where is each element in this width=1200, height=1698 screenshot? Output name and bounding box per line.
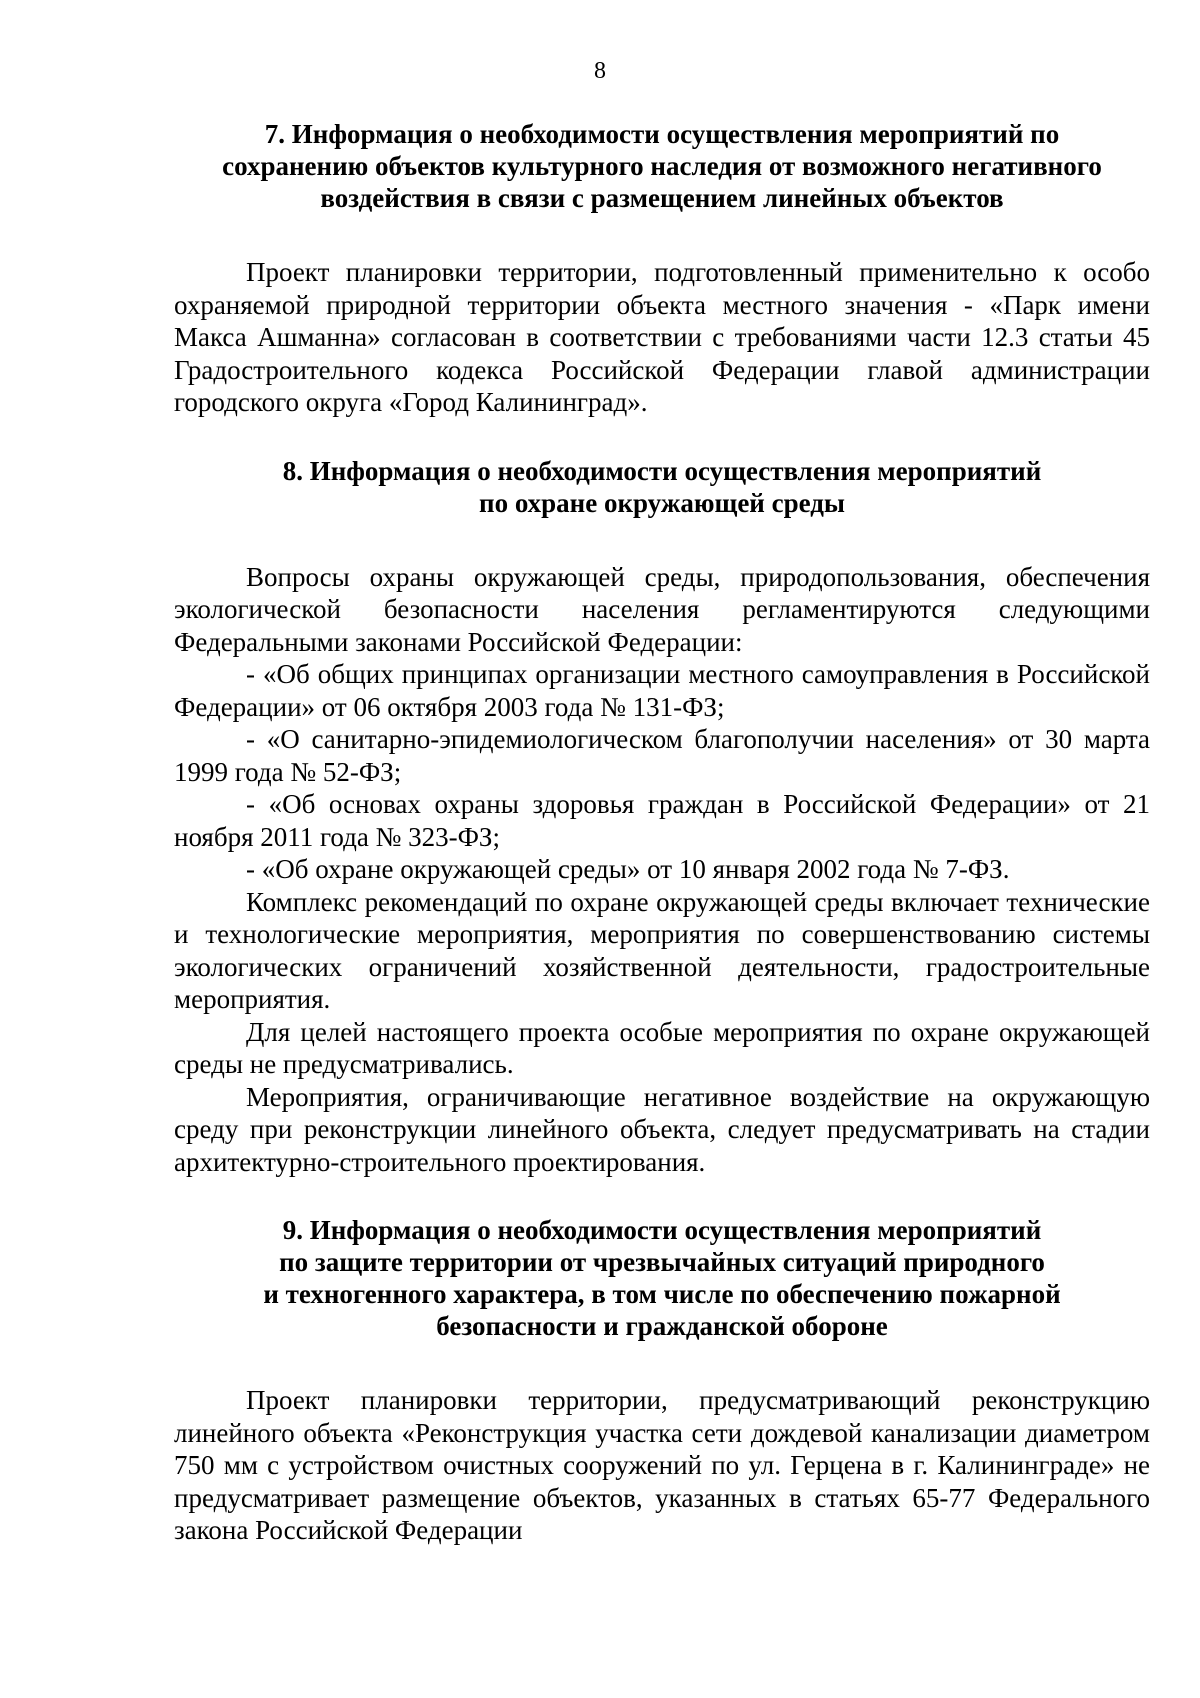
document-body	[174, 118, 1150, 1547]
heading-line: и техногенного характера, в том числе по обеспечению пожарной	[263, 1279, 1061, 1309]
section-8-paragraph: Мероприятия, ограничивающие негативное воздействие на окружающую среду при реконструкции линейного объекта, следует предусматривать на стадии архитектурно-строительного проектирования.	[174, 1081, 1150, 1177]
law-list-item: - «Об основах охраны здоровья граждан в Российской Федерации» от 21 ноября 2011 года № 323-ФЗ;	[174, 789, 1150, 852]
heading-line: 9. Информация о необходимости осуществления мероприятий	[282, 1215, 1042, 1245]
heading-line: 7. Информация о необходимости осуществления мероприятий по	[264, 119, 1060, 149]
law-list-item: - «Об общих принципах организации местного самоуправления в Российской Федерации» от 06 октября 2003 года № 131-ФЗ;	[174, 659, 1150, 722]
heading-line: по защите территории от чрезвычайных ситуаций природного	[279, 1247, 1045, 1277]
section-9-heading	[174, 1214, 1150, 1342]
page-number: 8	[594, 58, 606, 84]
heading-line: по охране окружающей среды	[479, 487, 845, 518]
heading-line: 8. Информация о необходимости осуществления мероприятий	[282, 455, 1042, 486]
section-7-heading	[174, 118, 1150, 214]
law-list-item: - «Об охране окружающей среды» от 10 января 2002 года № 7-ФЗ.	[246, 854, 1010, 884]
heading-line: сохранению объектов культурного наследия от возможного негативного	[222, 151, 1102, 181]
section-9-paragraph: Проект планировки территории, предусматривающий реконструкцию линейного объекта «Реконструкция участка сети дождевой канализации диаметром 750 мм с устройством очистных сооружений по ул. Герцена в г. Калининграде» не предусматривает размещение объектов, указанных в статьях 65-77 Федерального закона Российской Федерации	[174, 1385, 1150, 1545]
section-7-paragraph: Проект планировки территории, подготовленный применительно к особо охраняемой природной территории объекта местного значения - «Парк имени Макса Ашманна» согласован в соответствии с требованиями части 12.3 статьи 45 Градостроительного кодекса Российской Федерации главой администрации городского округа «Город Калининград».	[174, 257, 1150, 417]
section-8-intro-paragraph: Вопросы охраны окружающей среды, природопользования, обеспечения экологической безопасности населения регламентируются следующими Федеральными законами Российской Федерации:	[174, 561, 1150, 657]
section-8-heading	[174, 455, 1150, 519]
section-8-paragraph: Комплекс рекомендаций по охране окружающей среды включает технические и технологические мероприятия, мероприятия по совершенствованию системы экологических ограничений хозяйственной деятельности, градостроительные мероприятия.	[174, 886, 1150, 1014]
section-8-paragraph: Для целей настоящего проекта особые мероприятия по охране окружающей среды не предусматривались.	[174, 1016, 1150, 1079]
heading-line: воздействия в связи с размещением линейных объектов	[320, 183, 1004, 213]
heading-line: безопасности и гражданской обороне	[436, 1311, 888, 1341]
law-list-item: - «О санитарно-эпидемиологическом благополучии населения» от 30 марта 1999 года № 52-ФЗ;	[174, 724, 1150, 787]
